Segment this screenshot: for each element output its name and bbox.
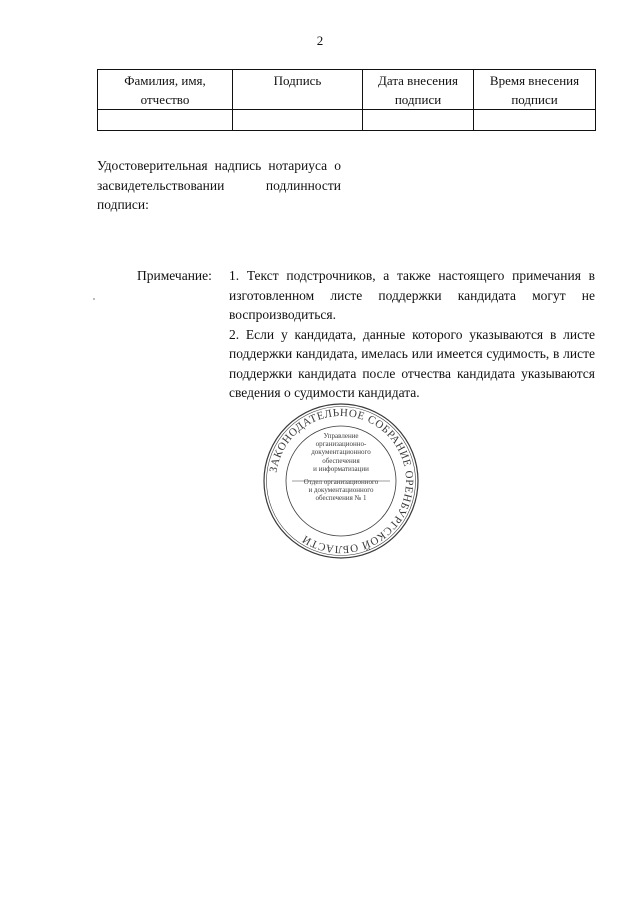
note-item-2: 2. Если у кандидата, данные которого указываются в листе поддержки кандидата, имелась или имеется судимость, в листе поддержки кандидата после отчества кандидата указываются сведения о судимости кандидата. xyxy=(229,326,595,400)
table-cell xyxy=(233,110,363,131)
scan-speck xyxy=(93,298,95,300)
seal-line: Управление xyxy=(323,432,359,440)
page-number: 2 xyxy=(316,33,324,48)
note-body xyxy=(229,266,595,403)
table-row xyxy=(98,110,596,131)
note-item-1: 1. Текст подстрочников, а также настоящего примечания в изготовленном листе поддержки кандидата могут не воспроизводиться. xyxy=(229,268,595,322)
header-full-name: Фамилия, имя, отчество xyxy=(98,70,233,110)
table-cell xyxy=(363,110,474,131)
header-signature-time: Время внесения подписи xyxy=(474,70,596,110)
table-cell xyxy=(474,110,596,131)
header-signature-date: Дата внесения подписи xyxy=(363,70,474,110)
note-label: Примечание: xyxy=(137,268,212,283)
signature-table xyxy=(97,69,596,131)
seal-line: документационного xyxy=(311,448,371,457)
seal-center-text xyxy=(296,432,386,503)
table-header-row xyxy=(98,70,596,110)
seal-line: и информатизации xyxy=(313,464,369,473)
table-cell xyxy=(98,110,233,131)
notary-certification-text: Удостоверительная надпись нотариуса о засвидетельствовании подлинности подписи: xyxy=(97,158,341,212)
seal-subline: обеспечения № 1 xyxy=(315,494,367,503)
header-signature: Подпись xyxy=(233,70,363,110)
seal-line: обеспечения xyxy=(322,456,360,465)
seal-line: организационно- xyxy=(315,440,367,449)
seal-subline: и документационного xyxy=(308,486,374,495)
official-seal xyxy=(262,402,420,560)
seal-ring-text: ЗАКОНОДАТЕЛЬНОЕ СОБРАНИЕ ОРЕНБУРГСКОЙ ОБЛАСТИ xyxy=(267,406,416,556)
seal-subline: Отдел организационного xyxy=(303,478,379,487)
